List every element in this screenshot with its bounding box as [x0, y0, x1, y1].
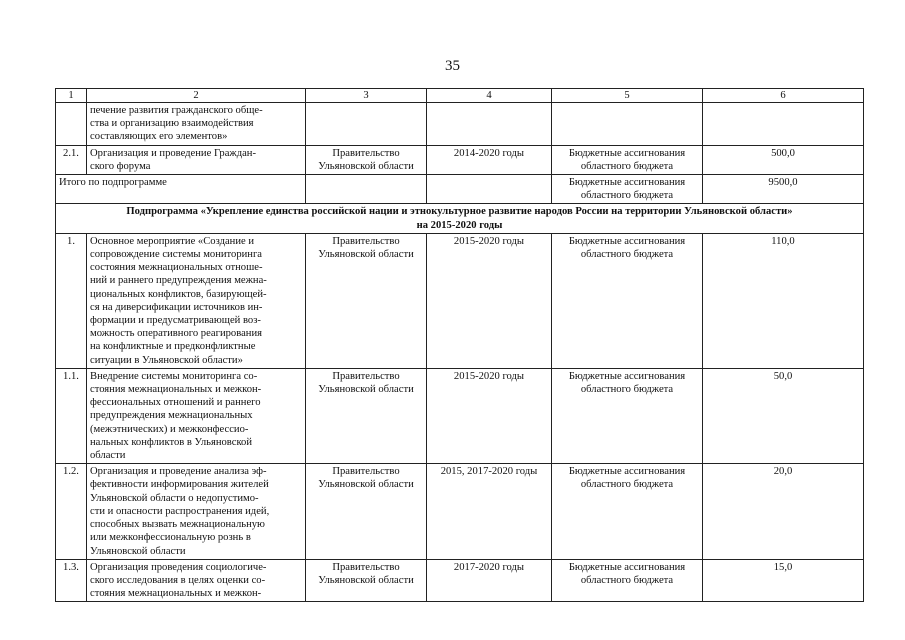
empty-cell: [427, 175, 552, 204]
funding-source-line: Бюджетные ассигнования: [568, 466, 686, 478]
amount-text: 50,0: [773, 370, 793, 382]
amount-cell: [703, 464, 864, 559]
page-number: 35: [445, 58, 460, 74]
activity-text-line: Ульяновской области: [90, 545, 186, 557]
executor-cell: [306, 559, 427, 602]
activity-text-line: нальных конфликтов в Ульяновской: [90, 436, 253, 448]
activity-text-line: сопровождение системы мониторинга: [90, 249, 263, 261]
executor-text-line: Ульяновской области: [318, 249, 414, 261]
activity-cell: [87, 559, 306, 602]
executor-cell: [306, 145, 427, 174]
table-row: [56, 464, 864, 559]
activity-text-line: можность оперативного реагирования: [90, 328, 262, 340]
activity-text-line: Организация проведения социологиче-: [90, 561, 267, 573]
row-number-cell: [56, 464, 87, 559]
executor-cell: [306, 233, 427, 368]
activity-text-line: ского исследования в целях оценки со-: [90, 574, 266, 586]
amount-text: 500,0: [771, 147, 795, 159]
funding-source-cell: [552, 464, 703, 559]
row-number-cell: [56, 368, 87, 463]
subprogram-heading-cell: [56, 204, 864, 233]
period-cell: [427, 145, 552, 174]
funding-source-line: областного бюджета: [580, 190, 674, 202]
funding-source-line: областного бюджета: [580, 249, 674, 261]
executor-text-line: Ульяновской области: [318, 160, 414, 172]
period-text: 2015-2020 годы: [453, 235, 525, 247]
activity-text-line: сти и опасности распространения идей,: [90, 505, 270, 517]
header-cell: 1: [56, 89, 87, 103]
activity-text-line: состояния межнациональных отноше-: [90, 262, 263, 274]
table-row: [56, 559, 864, 602]
activity-text-line: формации и предусматривающей воз-: [90, 315, 261, 327]
executor-text-line: Правительство: [332, 561, 400, 573]
row-number-cell: [56, 233, 87, 368]
executor-text-line: Правительство: [332, 370, 400, 382]
activity-text-line: Организация и проведение анализа эф-: [90, 466, 267, 478]
activity-text-line: области: [90, 450, 126, 462]
activity-text-line: Организация и проведение Граждан-: [90, 147, 257, 159]
funding-source-line: областного бюджета: [580, 479, 674, 491]
executor-text-line: Ульяновской области: [318, 574, 414, 586]
activity-cell: [87, 368, 306, 463]
executor-text-line: Ульяновской области: [318, 384, 414, 396]
activity-text-line: фективности информирования жителей: [90, 479, 269, 491]
activity-text-line: (межэтнических) и межконфессио-: [90, 423, 249, 435]
period-text: 2015-2020 годы: [453, 370, 525, 382]
activity-text-line: Ульяновской области о недопустимо-: [90, 492, 259, 504]
funding-source-cell: [552, 233, 703, 368]
amount-cell: [703, 559, 864, 602]
activity-text-line: предупреждения межнациональных: [90, 410, 253, 422]
total-label: Итого по подпрограмме: [59, 177, 167, 189]
total-label-cell: [56, 175, 306, 204]
row-number: 1.2.: [63, 466, 79, 478]
header-cell: 6: [703, 89, 864, 103]
activity-cell: [87, 233, 306, 368]
row-number-cell: [56, 103, 87, 146]
activity-text-line: стояния межнациональных и межкон-: [90, 588, 262, 600]
funding-source-line: областного бюджета: [580, 384, 674, 396]
activity-text-line: фессиональных отношений и раннего: [90, 397, 261, 409]
row-number: 1.3.: [63, 561, 79, 573]
executor-cell: [306, 368, 427, 463]
period-text: 2015, 2017-2020 годы: [440, 466, 538, 478]
executor-text-line: Правительство: [332, 147, 400, 159]
activity-cell: [87, 145, 306, 174]
total-row: [56, 175, 864, 204]
executor-cell: [306, 464, 427, 559]
activity-text-line: ся на диверсификации источников ин-: [90, 301, 263, 313]
executor-text-line: Правительство: [332, 235, 400, 247]
activity-text-line: Основное мероприятие «Создание и: [90, 235, 255, 247]
table-row: [56, 145, 864, 174]
activity-cell: [87, 464, 306, 559]
row-number: 1.1.: [63, 370, 79, 382]
activity-text-line: Внедрение системы мониторинга со-: [90, 370, 258, 382]
table-row: [56, 103, 864, 146]
table-row: [56, 368, 864, 463]
period-cell: [427, 368, 552, 463]
period-cell: [427, 233, 552, 368]
activity-text-line: ского форума: [90, 160, 151, 172]
total-amount: 9500,0: [768, 177, 798, 189]
executor-text-line: Правительство: [332, 466, 400, 478]
funding-source-line: Бюджетные ассигнования: [568, 370, 686, 382]
funding-source-line: областного бюджета: [580, 160, 674, 172]
row-number: 1.: [67, 235, 75, 247]
activity-text-line: или межконфессиональную рознь в: [90, 532, 251, 544]
amount-cell: [703, 103, 864, 146]
activity-text-line: печение развития гражданского обще-: [90, 105, 263, 116]
funding-source-cell: [552, 368, 703, 463]
amount-text: 20,0: [773, 466, 793, 478]
funding-source-line: Бюджетные ассигнования: [568, 177, 686, 189]
subprogram-heading-line: Подпрограмма «Укрепление единства российской нации и этнокультурное развитие народов России на территории Ульяновской области»: [126, 206, 793, 218]
amount-cell: [703, 145, 864, 174]
row-number-cell: [56, 145, 87, 174]
header-cell: 4: [427, 89, 552, 103]
amount-cell: [703, 233, 864, 368]
activity-text-line: ства и организацию взаимодействия: [90, 118, 254, 130]
funding-source-line: областного бюджета: [580, 574, 674, 586]
activity-text-line: на конфликтные и предконфликтные: [90, 341, 256, 353]
subprogram-heading-line: на 2015-2020 годы: [416, 219, 503, 231]
period-text: 2014-2020 годы: [453, 147, 525, 159]
period-cell: [427, 103, 552, 146]
funding-source-line: Бюджетные ассигнования: [568, 147, 686, 159]
amount-cell: [703, 175, 864, 204]
empty-cell: [306, 175, 427, 204]
funding-source-line: Бюджетные ассигнования: [568, 235, 686, 247]
activity-text-line: циональных конфликтов, базирующей-: [90, 288, 267, 300]
period-cell: [427, 464, 552, 559]
header-cell: 5: [552, 89, 703, 103]
table-row: [56, 233, 864, 368]
activity-text-line: ний и раннего предупреждения межна-: [90, 275, 267, 287]
amount-text: 15,0: [773, 561, 793, 573]
funding-source-cell: [552, 559, 703, 602]
header-cell: 3: [306, 89, 427, 103]
program-table: [55, 88, 864, 602]
header-cell: 2: [87, 89, 306, 103]
period-cell: [427, 559, 552, 602]
activity-text-line: стояния межнациональных и межкон-: [90, 384, 262, 396]
executor-text-line: Ульяновской области: [318, 479, 414, 491]
activity-text-line: ситуации в Ульяновской области»: [90, 354, 243, 366]
subprogram-heading-row: [56, 204, 864, 233]
column-number-header: [56, 89, 864, 103]
row-number-cell: [56, 559, 87, 602]
executor-cell: [306, 103, 427, 146]
period-text: 2017-2020 годы: [453, 561, 525, 573]
funding-source-cell: [552, 175, 703, 204]
funding-source-line: Бюджетные ассигнования: [568, 561, 686, 573]
activity-cell: [87, 103, 306, 146]
amount-text: 110,0: [771, 235, 795, 247]
amount-cell: [703, 368, 864, 463]
activity-text-line: способных вызвать межнациональную: [90, 519, 265, 531]
activity-text-line: составляющих его элементов»: [90, 131, 228, 143]
funding-source-cell: [552, 145, 703, 174]
funding-source-cell: [552, 103, 703, 146]
row-number: 2.1.: [63, 147, 79, 159]
